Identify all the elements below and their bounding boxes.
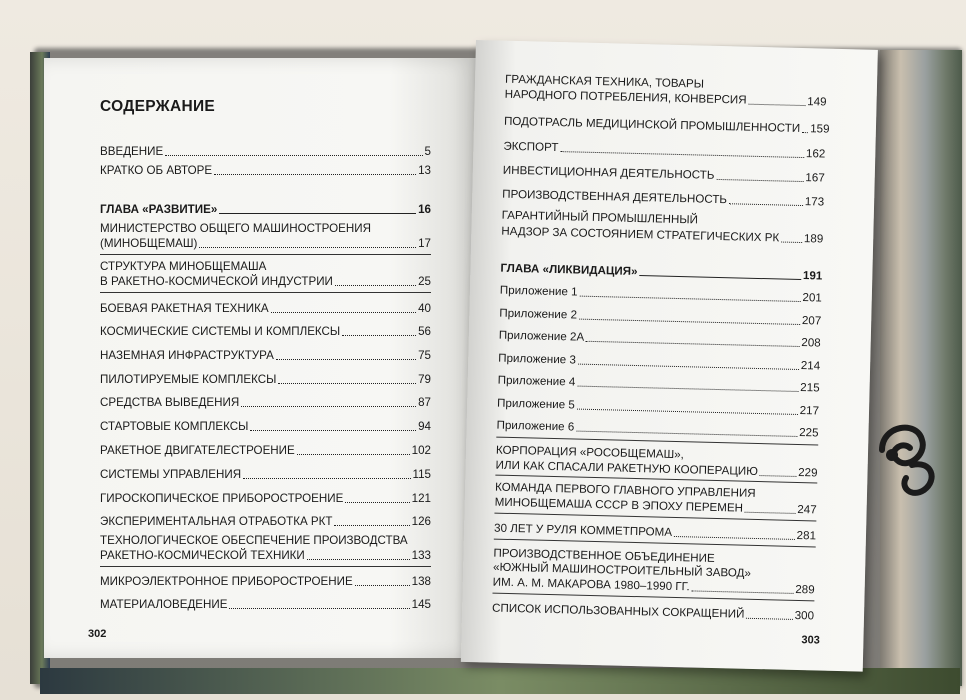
toc-entry-title-line1: МИНИСТЕРСТВО ОБЩЕГО МАШИНОСТРОЕНИЯ [100,222,371,235]
dot-leader [577,386,798,392]
dot-leader [219,213,416,214]
toc-entry [100,236,431,251]
toc-entry-title: ЭКСПЕРИМЕНТАЛЬНАЯ ОТРАБОТКА РКТ [100,515,333,528]
toc-entry [100,348,431,363]
toc-entry-title: Приложение 5 [496,396,575,412]
dot-leader [297,454,410,455]
toc-entry-page: 56 [418,325,431,338]
section-rule [100,566,431,567]
dot-leader [165,155,422,156]
toc-entry-page: 102 [411,444,431,457]
toc-entry-title: НАРОДНОГО ПОТРЕБЛЕНИЯ, КОНВЕРСИЯ [504,87,747,107]
toc-entry-page: 173 [804,195,825,209]
toc-entry-page: 300 [794,608,815,623]
toc-entry-title: ПРОИЗВОДСТВЕННАЯ ДЕЯТЕЛЬНОСТЬ [502,187,728,207]
chapter-heading [500,261,822,284]
dot-leader [579,296,800,302]
toc-entry [100,163,431,178]
toc-entry-title: В РАКЕТНО-КОСМИЧЕСКОЙ ИНДУСТРИИ [100,275,333,288]
bookmark-clip-icon [872,410,942,500]
toc-entry [100,467,431,482]
toc-entry-page: 25 [418,275,431,288]
toc-entry-title-line1: ГРАЖДАНСКАЯ ТЕХНИКА, ТОВАРЫ [504,72,705,91]
dot-leader [802,132,808,133]
toc-entry-title: (МИНОБЩЕМАШ) [100,237,198,250]
toc-entry-title: Приложение 2 [499,306,578,322]
chapter-page: 16 [418,203,431,216]
toc-entry-page: 133 [411,549,431,562]
toc-entry-title-line1: ГАРАНТИЙНЫЙ ПРОМЫШЛЕННЫЙ [501,208,699,227]
dot-leader [578,364,799,370]
toc-entry-title: ВВЕДЕНИЕ [100,145,164,158]
toc-entry-title: КОСМИЧЕСКИЕ СИСТЕМЫ И КОМПЛЕКСЫ [100,325,341,338]
toc-entry-title: СПИСОК ИСПОЛЬЗОВАННЫХ СОКРАЩЕНИЙ [491,601,745,621]
toc-entry-title: ИМ. А. М. МАКАРОВА 1980–1990 ГГ. [492,575,690,594]
toc-entry [100,443,431,458]
toc-entry-page: 17 [418,237,431,250]
chapter-title: ГЛАВА «ЛИКВИДАЦИЯ» [500,261,638,279]
toc-entry [100,144,431,159]
toc-entry [100,301,431,316]
toc-entry-page: 247 [797,502,817,517]
dot-leader [335,285,416,286]
toc-entry-page: 94 [418,420,431,433]
toc-entry [100,274,431,289]
toc-entry-page: 229 [798,466,818,480]
toc-entry-title: ЭКСПОРТ [503,139,559,155]
toc-entry-title: ПИЛОТИРУЕМЫЕ КОМПЛЕКСЫ [100,373,277,386]
toc-entry-page: 159 [809,122,830,136]
dot-leader [639,275,801,280]
toc-entry [100,514,431,529]
toc-entry [501,224,823,247]
toc-title: СОДЕРЖАНИЕ [100,98,216,115]
toc-entry [495,458,817,481]
dot-leader [760,475,796,477]
toc-entry-page: 189 [803,232,824,246]
toc-entry-page: 289 [795,582,815,597]
dot-leader [692,590,794,593]
dot-leader [674,536,795,540]
dot-leader [278,383,416,384]
toc-entry-page: 281 [796,528,817,543]
dot-leader [250,430,416,431]
toc-entry-title: НАДЗОР ЗА СОСТОЯНИЕМ СТРАТЕГИЧЕСКИХ РК [501,224,780,245]
dot-leader [716,179,803,182]
toc-entry [499,328,821,351]
dot-leader [355,585,410,586]
toc-entry-title: Приложение 1 [499,283,578,299]
left-page [44,58,476,658]
toc-entry [505,87,827,110]
dot-leader [229,608,409,609]
toc-entry-title-line1: КОРПОРАЦИЯ «РОСОБЩЕМАШ», [495,443,684,462]
toc-entry-title: ИНВЕСТИЦИОННАЯ ДЕЯТЕЛЬНОСТЬ [502,163,715,182]
toc-entry [100,324,431,339]
toc-entry [499,306,821,329]
dot-leader [577,409,798,415]
toc-entry [100,574,431,589]
toc-entry-title-line1: СТРУКТУРА МИНОБЩЕМАША [100,260,267,273]
toc-entry-page: 138 [411,575,431,588]
toc-entry-title: Приложение 3 [498,351,577,367]
dot-leader [560,151,804,158]
toc-entry-title: МАТЕРИАЛОВЕДЕНИЕ [100,598,228,611]
toc-entry-title: ИЛИ КАК СПАСАЛИ РАКЕТНУЮ КООПЕРАЦИЮ [495,458,759,479]
toc-entry-title: ПОДОТРАСЛЬ МЕДИЦИНСКОЙ ПРОМЫШЛЕННОСТИ [503,114,801,135]
dot-leader [199,247,416,248]
toc-entry-title: РАКЕТНОЕ ДВИГАТЕЛЕСТРОЕНИЕ [100,444,295,457]
toc-entry [500,283,822,306]
book-cover-bottom-edge [40,668,960,694]
toc-entry [100,395,431,410]
toc-entry-page: 5 [424,145,431,158]
toc-entry-title: СИСТЕМЫ УПРАВЛЕНИЯ [100,468,242,481]
toc-entry-page: 215 [800,381,820,395]
dot-leader [576,431,797,437]
toc-entry-title: 30 ЛЕТ У РУЛЯ КОММЕТПРОМА [493,521,673,539]
section-rule [100,292,431,293]
toc-entry-title-line1: КОМАНДА ПЕРВОГО ГЛАВНОГО УПРАВЛЕНИЯ [494,480,756,500]
toc-entry-page: 75 [418,349,431,362]
toc-entry-title: Приложение 4 [497,373,576,389]
page-number: 302 [88,628,107,640]
toc-entry-title: МИКРОЭЛЕКТРОННОЕ ПРИБОРОСТРОЕНИЕ [100,575,353,588]
dot-leader [241,406,416,407]
toc-entry-page: 13 [418,164,431,177]
toc-entry-title-line2: «ЮЖНЫЙ МАШИНОСТРОИТЕЛЬНЫЙ ЗАВОД» [492,560,752,580]
dot-leader [749,104,806,106]
dot-leader [271,312,416,313]
dot-leader [729,203,803,206]
toc-entry-title-line1: ТЕХНОЛОГИЧЕСКОЕ ОБЕСПЕЧЕНИЕ ПРОИЗВОДСТВА [100,534,408,547]
toc-entry-title-line1: ПРОИЗВОДСТВЕННОЕ ОБЪЕДИНЕНИЕ [493,546,715,565]
dot-leader [579,319,800,325]
toc-entry-title: ГИРОСКОПИЧЕСКОЕ ПРИБОРОСТРОЕНИЕ [100,492,344,505]
toc-entry [100,548,431,563]
toc-entry-page: 79 [418,373,431,386]
section-rule [100,254,431,255]
dot-leader [214,174,416,175]
dot-leader [345,502,409,503]
toc-entry-page: 208 [801,336,821,350]
toc-entry-page: 121 [411,492,431,505]
dot-leader [342,335,416,336]
toc-entry [503,139,825,162]
toc-entry [100,419,431,434]
chapter-heading [100,202,431,217]
toc-entry-title: Приложение 6 [496,418,575,434]
dot-leader [307,559,410,560]
dot-leader [746,618,792,620]
toc-entry-page: 167 [805,171,825,185]
toc-entry-page: 145 [411,598,431,611]
toc-entry-page: 162 [805,147,826,161]
toc-entry-page: 115 [412,468,431,481]
chapter-page: 191 [802,269,823,283]
dot-leader [745,512,795,514]
toc-entry-page: 207 [801,314,822,328]
right-page [461,40,878,672]
toc-entry-title: СТАРТОВЫЕ КОМПЛЕКСЫ [100,420,249,433]
toc-entry-page: 214 [800,359,821,373]
toc-entry-title: СРЕДСТВА ВЫВЕДЕНИЯ [100,396,240,409]
toc-entry-page: 217 [799,404,820,418]
toc-entry [100,491,431,506]
toc-entry [100,597,431,612]
dot-leader [586,341,799,347]
dot-leader [243,478,410,479]
toc-entry-page: 149 [807,95,827,109]
toc-entry-title: РАКЕТНО-КОСМИЧЕСКОЙ ТЕХНИКИ [100,549,305,562]
toc-entry-title: КРАТКО ОБ АВТОРЕ [100,164,213,177]
page-number: 303 [801,634,820,647]
dot-leader [276,359,416,360]
toc-entry [498,351,820,374]
toc-entry [492,601,814,624]
dot-leader [334,525,409,526]
toc-entry-title: МИНОБЩЕМАША СССР В ЭПОХУ ПЕРЕМЕН [494,495,744,515]
toc-entry [497,396,819,419]
toc-entry-page: 225 [799,426,819,440]
dot-leader [781,242,802,244]
toc-entry [498,373,820,396]
toc-entry [502,187,824,210]
toc-entry-title: НАЗЕМНАЯ ИНФРАСТРУКТУРА [100,349,274,362]
toc-entry-title: Приложение 2А [498,328,585,344]
toc-entry-page: 201 [802,291,822,305]
toc-entry [100,372,431,387]
toc-entry [503,163,825,186]
toc-entry-page: 126 [411,515,431,528]
toc-entry-title: БОЕВАЯ РАКЕТНАЯ ТЕХНИКА [100,302,269,315]
toc-entry [503,114,830,137]
toc-entry-page: 87 [418,396,431,409]
chapter-title: ГЛАВА «РАЗВИТИЕ» [100,203,218,216]
toc-entry-page: 40 [418,302,431,315]
book-cover-right-edge [880,50,962,686]
